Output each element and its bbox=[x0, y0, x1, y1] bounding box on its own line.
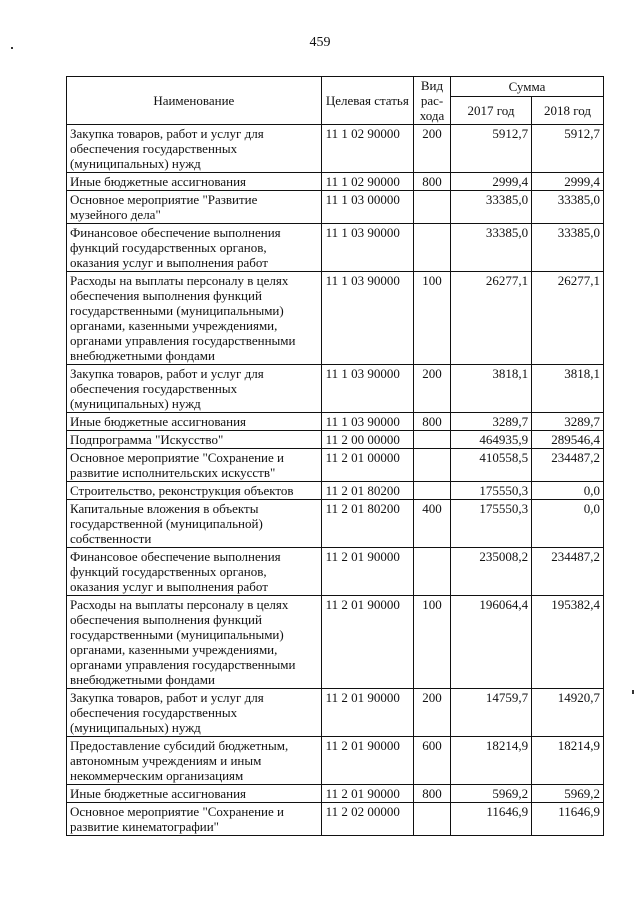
row-name-cell: Расходы на выплаты персоналу в целях обеспечения выполнения функций государственными (муниципальными) органами, казенными учреждениями, органами управления государственными внебюджетными фондами bbox=[67, 272, 322, 365]
row-amount-2017-cell: 410558,5 bbox=[450, 449, 531, 482]
row-name-cell: Финансовое обеспечение выполнения функций государственных органов, оказания услуг и выполнения работ bbox=[67, 224, 322, 272]
row-target-code-cell: 11 2 01 90000 bbox=[321, 737, 413, 785]
row-amount-2018-cell: 33385,0 bbox=[532, 191, 604, 224]
table-row bbox=[67, 500, 604, 548]
row-name-cell: Строительство, реконструкция объектов bbox=[67, 482, 322, 500]
scan-mark bbox=[11, 47, 13, 49]
row-amount-2017-cell: 2999,4 bbox=[450, 173, 531, 191]
page-number: 459 bbox=[309, 35, 331, 50]
row-amount-2018-cell: 234487,2 bbox=[532, 449, 604, 482]
row-expense-kind-cell: 400 bbox=[414, 500, 451, 548]
table-row bbox=[67, 689, 604, 737]
table-row bbox=[67, 224, 604, 272]
row-target-code-cell: 11 1 03 90000 bbox=[321, 224, 413, 272]
header-year-2018: 2018 год bbox=[532, 96, 604, 124]
row-amount-2017-cell: 11646,9 bbox=[450, 803, 531, 836]
row-name-cell: Подпрограмма "Искусство" bbox=[67, 431, 322, 449]
row-target-code-cell: 11 2 01 00000 bbox=[321, 449, 413, 482]
row-amount-2017-cell: 464935,9 bbox=[450, 431, 531, 449]
row-name-cell: Финансовое обеспечение выполнения функций государственных органов, оказания услуг и выполнения работ bbox=[67, 548, 322, 596]
row-amount-2017-cell: 33385,0 bbox=[450, 191, 531, 224]
row-target-code-cell: 11 2 01 90000 bbox=[321, 596, 413, 689]
row-amount-2018-cell: 11646,9 bbox=[532, 803, 604, 836]
header-name: Наименование bbox=[67, 77, 322, 125]
header-code: Целевая статья bbox=[321, 77, 413, 125]
row-expense-kind-cell: 800 bbox=[414, 173, 451, 191]
row-amount-2018-cell: 3289,7 bbox=[532, 413, 604, 431]
row-name-cell: Закупка товаров, работ и услуг для обеспечения государственных (муниципальных) нужд bbox=[67, 365, 322, 413]
row-target-code-cell: 11 2 01 90000 bbox=[321, 785, 413, 803]
row-name-cell: Закупка товаров, работ и услуг для обеспечения государственных (муниципальных) нужд bbox=[67, 689, 322, 737]
row-name-cell: Основное мероприятие "Сохранение и развитие исполнительских искусств" bbox=[67, 449, 322, 482]
row-amount-2017-cell: 26277,1 bbox=[450, 272, 531, 365]
table-row bbox=[67, 785, 604, 803]
header-year-2017: 2017 год bbox=[450, 96, 531, 124]
table-row bbox=[67, 596, 604, 689]
row-expense-kind-cell bbox=[414, 191, 451, 224]
table-body bbox=[67, 125, 604, 836]
table-row bbox=[67, 272, 604, 365]
row-amount-2018-cell: 5969,2 bbox=[532, 785, 604, 803]
row-amount-2018-cell: 234487,2 bbox=[532, 548, 604, 596]
row-amount-2018-cell: 195382,4 bbox=[532, 596, 604, 689]
header-kind: Вид рас-хода bbox=[414, 77, 451, 125]
row-target-code-cell: 11 2 01 80200 bbox=[321, 500, 413, 548]
row-expense-kind-cell: 600 bbox=[414, 737, 451, 785]
table-row bbox=[67, 548, 604, 596]
row-name-cell: Иные бюджетные ассигнования bbox=[67, 173, 322, 191]
row-amount-2017-cell: 196064,4 bbox=[450, 596, 531, 689]
table-row bbox=[67, 365, 604, 413]
row-target-code-cell: 11 2 01 80200 bbox=[321, 482, 413, 500]
row-amount-2017-cell: 235008,2 bbox=[450, 548, 531, 596]
row-amount-2018-cell: 289546,4 bbox=[532, 431, 604, 449]
row-target-code-cell: 11 2 00 00000 bbox=[321, 431, 413, 449]
budget-table bbox=[66, 76, 604, 836]
row-expense-kind-cell bbox=[414, 449, 451, 482]
row-target-code-cell: 11 1 02 90000 bbox=[321, 125, 413, 173]
table-row bbox=[67, 191, 604, 224]
row-amount-2017-cell: 3818,1 bbox=[450, 365, 531, 413]
row-name-cell: Расходы на выплаты персоналу в целях обеспечения выполнения функций государственными (муниципальными) органами, казенными учреждениями, органами управления государственными внебюджетными фондами bbox=[67, 596, 322, 689]
row-amount-2018-cell: 2999,4 bbox=[532, 173, 604, 191]
row-name-cell: Основное мероприятие "Сохранение и развитие кинематографии" bbox=[67, 803, 322, 836]
row-target-code-cell: 11 1 03 90000 bbox=[321, 413, 413, 431]
row-amount-2017-cell: 18214,9 bbox=[450, 737, 531, 785]
row-expense-kind-cell: 200 bbox=[414, 689, 451, 737]
header-row bbox=[67, 77, 604, 97]
row-expense-kind-cell: 100 bbox=[414, 596, 451, 689]
row-target-code-cell: 11 1 02 90000 bbox=[321, 173, 413, 191]
row-expense-kind-cell: 800 bbox=[414, 413, 451, 431]
scan-mark bbox=[632, 690, 634, 694]
row-amount-2018-cell: 18214,9 bbox=[532, 737, 604, 785]
row-amount-2017-cell: 3289,7 bbox=[450, 413, 531, 431]
row-expense-kind-cell: 200 bbox=[414, 365, 451, 413]
row-name-cell: Иные бюджетные ассигнования bbox=[67, 413, 322, 431]
table-row bbox=[67, 173, 604, 191]
row-expense-kind-cell: 100 bbox=[414, 272, 451, 365]
row-target-code-cell: 11 1 03 90000 bbox=[321, 272, 413, 365]
row-expense-kind-cell bbox=[414, 803, 451, 836]
row-amount-2018-cell: 5912,7 bbox=[532, 125, 604, 173]
row-expense-kind-cell bbox=[414, 224, 451, 272]
row-amount-2017-cell: 5969,2 bbox=[450, 785, 531, 803]
table-row bbox=[67, 431, 604, 449]
row-amount-2017-cell: 33385,0 bbox=[450, 224, 531, 272]
row-amount-2018-cell: 26277,1 bbox=[532, 272, 604, 365]
table-row bbox=[67, 413, 604, 431]
row-amount-2018-cell: 33385,0 bbox=[532, 224, 604, 272]
row-expense-kind-cell bbox=[414, 548, 451, 596]
row-amount-2018-cell: 0,0 bbox=[532, 500, 604, 548]
row-amount-2017-cell: 5912,7 bbox=[450, 125, 531, 173]
row-amount-2017-cell: 14759,7 bbox=[450, 689, 531, 737]
row-expense-kind-cell bbox=[414, 482, 451, 500]
row-expense-kind-cell: 200 bbox=[414, 125, 451, 173]
row-name-cell: Основное мероприятие "Развитие музейного дела" bbox=[67, 191, 322, 224]
row-name-cell: Капитальные вложения в объекты государственной (муниципальной) собственности bbox=[67, 500, 322, 548]
row-amount-2017-cell: 175550,3 bbox=[450, 482, 531, 500]
row-target-code-cell: 11 2 01 90000 bbox=[321, 689, 413, 737]
table-row bbox=[67, 803, 604, 836]
row-target-code-cell: 11 1 03 00000 bbox=[321, 191, 413, 224]
row-amount-2018-cell: 14920,7 bbox=[532, 689, 604, 737]
row-target-code-cell: 11 2 02 00000 bbox=[321, 803, 413, 836]
row-expense-kind-cell: 800 bbox=[414, 785, 451, 803]
header-sum: Сумма bbox=[450, 77, 603, 97]
table-row bbox=[67, 125, 604, 173]
row-name-cell: Предоставление субсидий бюджетным, автономным учреждениям и иным некоммерческим организациям bbox=[67, 737, 322, 785]
table-row bbox=[67, 482, 604, 500]
row-target-code-cell: 11 2 01 90000 bbox=[321, 548, 413, 596]
row-amount-2017-cell: 175550,3 bbox=[450, 500, 531, 548]
row-name-cell: Закупка товаров, работ и услуг для обеспечения государственных (муниципальных) нужд bbox=[67, 125, 322, 173]
row-target-code-cell: 11 1 03 90000 bbox=[321, 365, 413, 413]
table-row bbox=[67, 449, 604, 482]
row-expense-kind-cell bbox=[414, 431, 451, 449]
row-amount-2018-cell: 0,0 bbox=[532, 482, 604, 500]
row-amount-2018-cell: 3818,1 bbox=[532, 365, 604, 413]
row-name-cell: Иные бюджетные ассигнования bbox=[67, 785, 322, 803]
table-row bbox=[67, 737, 604, 785]
